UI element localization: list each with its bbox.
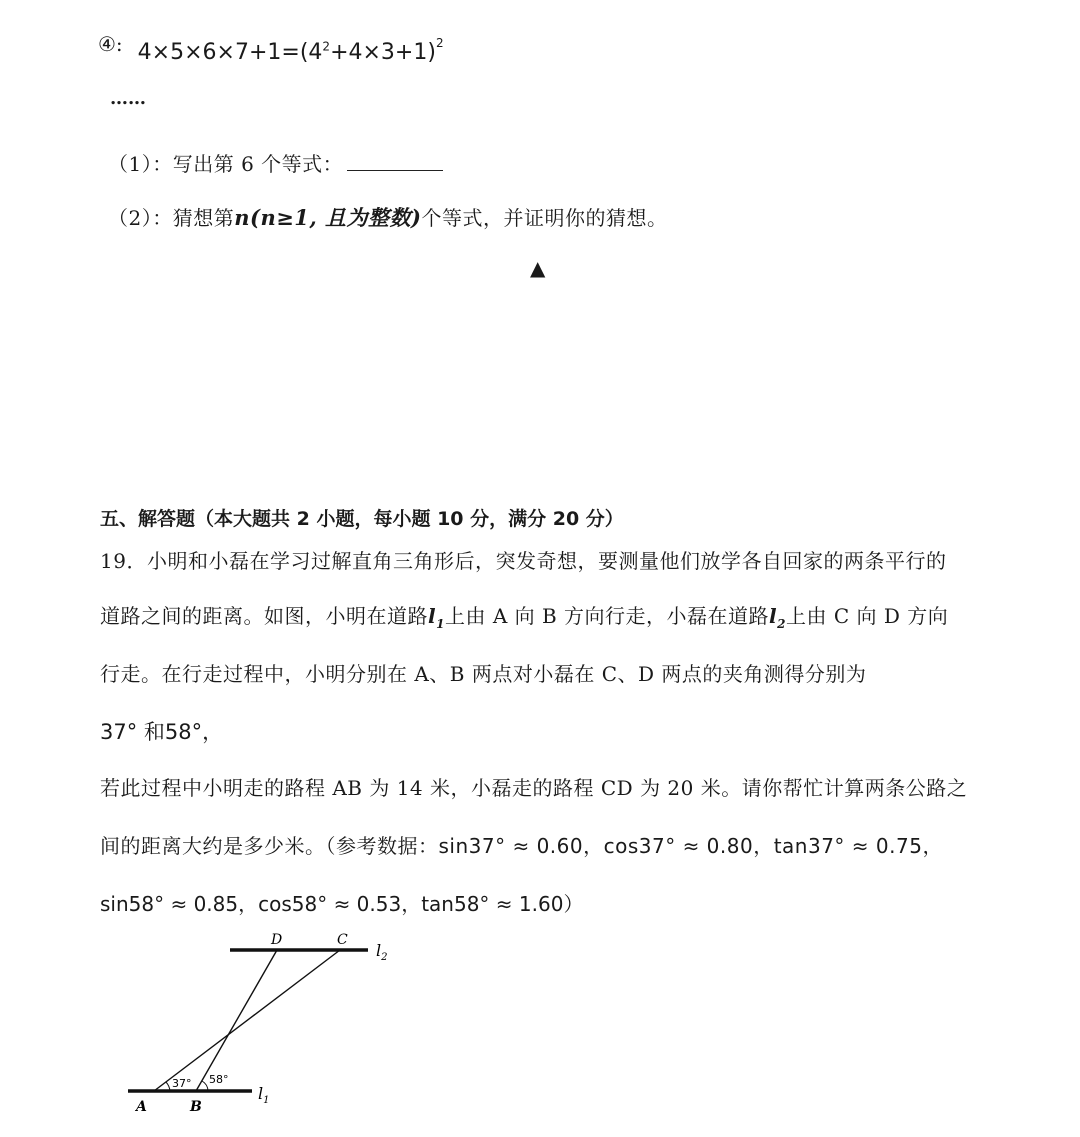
equation-inner-exponent: 2 [322, 39, 331, 54]
problem-19-line-1: 19．小明和小磊在学习过解直角三角形后，突发奇想，要测量他们放学各自回家的两条平行的 [100, 549, 947, 573]
ellipsis: …… [110, 88, 146, 109]
section-title: 五、解答题（本大题共 2 小题，每小题 10 分，满分 20 分） [100, 508, 624, 530]
segment-AC [154, 950, 340, 1091]
point-A-label: A [136, 1099, 147, 1115]
line-6-part-a: 间的距离大约是多少米。（参考数据： [100, 834, 439, 858]
point-D-label: D [271, 932, 283, 948]
circled-number-marker: ④: [98, 32, 123, 56]
problem-19-line-5: 若此过程中小明走的路程 AB 为 14 米，小磊走的路程 CD 为 20 米。请你帮忙计算两条公路之 [100, 776, 968, 800]
problem-19-line-3: 行走。在行走过程中，小明分别在 A、B 两点对小磊在 C、D 两点的夹角测得分别为 [100, 662, 867, 686]
equation-lhs: 4×5×6×7+1= [137, 40, 300, 65]
road-l2-label: $l_2$ [769, 604, 787, 631]
l2-figure-label: $l_2$ [376, 941, 388, 963]
problem-19-line-6 [100, 830, 943, 859]
question-2 [108, 202, 667, 232]
l1-figure-label: $l_1$ [258, 1084, 270, 1106]
angle-A-label: 37° [172, 1077, 192, 1090]
question-1-label: （1）：写出第 6 个等式： [108, 152, 344, 176]
question-2-after: 个等式，并证明你的猜想。 [421, 206, 668, 230]
reference-data-37: sin37° ≈ 0.60，cos37° ≈ 0.80，tan37° ≈ 0.75， [438, 834, 943, 858]
equation-rhs-open: (4 [299, 40, 323, 65]
point-B-label: B [190, 1099, 202, 1115]
problem-19-line-2 [100, 600, 948, 631]
line-2-part-b: 上由 A 向 B 方向行走，小磊在道路 [444, 604, 770, 628]
angle-B-label: 58° [209, 1073, 229, 1086]
question-2-before: （2）：猜想第 [108, 206, 235, 230]
geometry-figure [120, 925, 420, 1125]
problem-19-line-4: 37° 和58°， [100, 720, 224, 744]
equation-rhs-rest: +4×3+1) [330, 40, 436, 65]
question-1 [108, 148, 443, 177]
triangle-marker: ▲ [530, 256, 546, 280]
equation-4 [98, 32, 444, 65]
segment-BD [196, 950, 277, 1091]
point-C-label: C [337, 932, 348, 948]
question-2-math: n(n≥1, 且为整数) [234, 205, 422, 230]
road-l1-label: $l_1$ [428, 604, 445, 631]
equation-outer-exponent: 2 [435, 36, 444, 50]
answer-blank [347, 150, 443, 171]
problem-19-line-7: sin58° ≈ 0.85，cos58° ≈ 0.53，tan58° ≈ 1.60） [100, 892, 584, 916]
line-2-part-a: 道路之间的距离。如图，小明在道路 [100, 604, 428, 628]
line-2-part-c: 上由 C 向 D 方向 [786, 604, 949, 628]
